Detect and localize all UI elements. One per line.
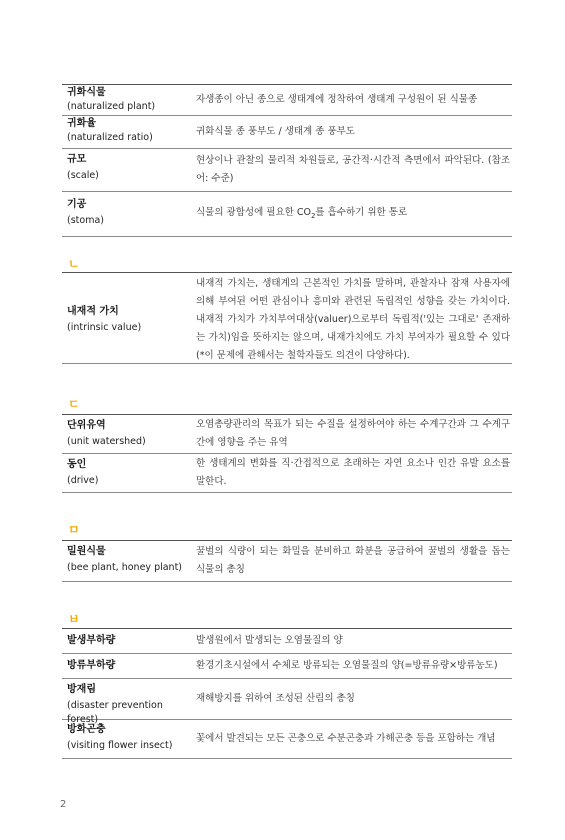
definition-text: 귀화식물 종 풍부도 / 생태계 종 풍부도	[196, 126, 355, 137]
entry-term	[62, 149, 196, 191]
term-english: (naturalized ratio)	[67, 132, 153, 143]
term-korean: 방재림	[67, 684, 96, 695]
section-d	[62, 414, 512, 493]
entry-term	[62, 192, 196, 236]
term-english: (visiting flower insect)	[67, 740, 173, 751]
term-korean: 밀원식물	[67, 546, 106, 557]
term-english: (drive)	[67, 475, 99, 486]
entry-term	[62, 415, 196, 453]
term-english: (disaster prevention forest)	[67, 700, 163, 725]
term-korean: 내재적 가치	[67, 306, 119, 317]
term-korean: 방류부하량	[67, 660, 116, 671]
section-g	[62, 84, 512, 237]
definition-text: 자생종이 아닌 종으로 생태계에 정착하여 생태계 구성원이 된 식물종	[196, 94, 478, 105]
glossary-entry	[62, 116, 512, 149]
entry-term	[62, 541, 196, 581]
glossary-entry	[62, 654, 512, 679]
entry-term	[62, 454, 196, 492]
entry-term	[62, 629, 196, 653]
entry-definition	[196, 541, 512, 581]
term-english: (intrinsic value)	[67, 322, 142, 333]
entry-definition	[196, 679, 512, 719]
term-english: (unit watershed)	[67, 436, 146, 447]
section-n	[62, 272, 512, 364]
entry-definition	[196, 116, 512, 148]
glossary-entry	[62, 415, 512, 454]
glossary-entry	[62, 541, 512, 582]
glossary-entry	[62, 273, 512, 364]
section-letter-b: ㅂ	[68, 612, 80, 626]
entry-term	[62, 273, 196, 363]
glossary-entry	[62, 720, 512, 759]
definition-text: 발생원에서 발생되는 오염물질의 양	[196, 635, 343, 646]
definition-text: 환경기초시설에서 수체로 방류되는 오염물질의 양(=방류유량×방류농도)	[196, 660, 498, 671]
section-b	[62, 628, 512, 759]
section-letter-m: ㅁ	[68, 523, 80, 537]
entry-definition	[196, 720, 512, 758]
entry-definition	[196, 85, 512, 115]
entry-definition	[196, 415, 512, 453]
term-korean: 기공	[67, 199, 87, 210]
glossary-entry	[62, 149, 512, 192]
definition-text: 오염총량관리의 목표가 되는 수질을 설정하여야 하는 수계구간과 그 수계구간에 영향을 주는 유역	[196, 419, 510, 448]
definition-text: 꿀벌의 식량이 되는 화밀을 분비하고 화분을 공급하여 꿀벌의 생활을 돕는 식물의 총칭	[196, 546, 510, 575]
section-m	[62, 540, 512, 582]
term-english: (naturalized plant)	[67, 101, 156, 112]
definition-text: 식물의 광합성에 필요한 $CO_2$를 흡수하기 위한 통로	[196, 206, 408, 220]
glossary-entry	[62, 192, 512, 237]
entry-definition	[196, 629, 512, 653]
page-number: 2	[60, 799, 67, 810]
glossary-entry	[62, 679, 512, 725]
glossary-entry	[62, 454, 512, 493]
glossary-entry	[62, 85, 512, 116]
term-korean: 단위유역	[67, 420, 106, 431]
entry-definition	[196, 454, 512, 492]
term-korean: 귀화율	[67, 118, 96, 129]
term-korean: 동인	[67, 459, 87, 470]
definition-text: 꽃에서 발견되는 모든 곤충으로 수분곤충과 가해곤충 등을 포함하는 개념	[196, 733, 496, 744]
section-letter-n: ㄴ	[68, 257, 80, 271]
term-english: (stoma)	[67, 215, 104, 226]
entry-term	[62, 654, 196, 678]
entry-definition	[196, 149, 512, 191]
entry-definition	[196, 192, 512, 236]
term-english: (bee plant, honey plant)	[67, 562, 183, 573]
entry-term	[62, 85, 196, 115]
term-korean: 방화곤충	[67, 724, 106, 735]
term-korean: 귀화식물	[67, 87, 106, 98]
entry-term	[62, 116, 196, 148]
entry-term	[62, 720, 196, 758]
term-korean: 규모	[67, 154, 87, 165]
glossary-entry	[62, 629, 512, 654]
definition-text: 한 생태계의 변화를 직·간접적으로 초래하는 자연 요소나 인간 유발 요소를 말한다.	[196, 458, 510, 487]
definition-text: 내재적 가치는, 생태계의 근본적인 가치를 말하며, 관찰자나 잠재 사용자에 의해 부여된 어떤 관심이나 흥미와 관련된 독립적인 성향을 갖는 가치이다. 내재적 가치가 가치부여대상(valuer)으로부터 독립적('있는 그대로' 존재하는 가치)임을 뜻하지는 않으며, 내재가치에도 가치 부여자가 필요할 수 있다(*이 문제에 관해서는 철학자들도 의견이 다양하다).	[196, 278, 510, 361]
term-english: (scale)	[67, 170, 99, 181]
entry-definition	[196, 273, 512, 363]
definition-text: 현상이나 관찰의 물리적 차원들로, 공간적·시간적 측면에서 파악된다. (참조어: 수준)	[196, 155, 510, 184]
entry-term	[62, 679, 196, 725]
entry-definition	[196, 654, 512, 678]
term-korean: 발생부하량	[67, 635, 116, 646]
definition-text: 재해방지를 위하여 조성된 산림의 총칭	[196, 693, 355, 704]
section-letter-d: ㄷ	[68, 397, 80, 411]
